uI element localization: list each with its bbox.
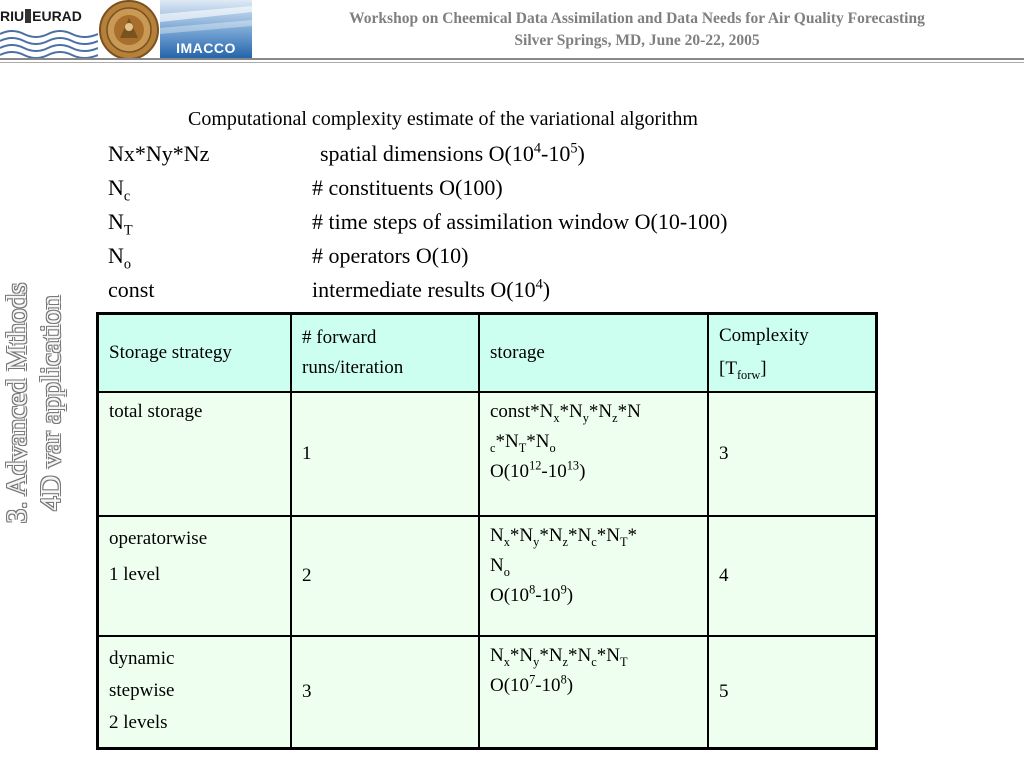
- header-divider: [0, 58, 1024, 60]
- table-cell-storage: $const*N_x*N_y*N_z*N$ $_c*N_T*N_o$ $O(10^{12}-10^{13})$: [480, 393, 707, 515]
- parameter-symbol: const: [108, 277, 155, 302]
- parameter-row: [108, 274, 888, 308]
- table-header-storage-strategy: Storage strategy: [99, 315, 290, 391]
- table-cell-runs: 3: [292, 637, 478, 747]
- imacco-logo: [160, 0, 252, 60]
- table-header-storage: storage: [480, 315, 707, 391]
- table-cell-strategy: total storage: [99, 393, 290, 515]
- workshop-title: [252, 8, 1022, 52]
- table-cell-complexity: 5: [709, 637, 875, 747]
- table-cell-storage: $N_x*N_y*N_z*N_c*N_T$ $O(10^7-10^8)$: [480, 637, 707, 747]
- riu-eurad-logo-text: RIU EURAD: [0, 8, 82, 24]
- parameter-list: [108, 138, 888, 308]
- workshop-title-line1: Workshop on Cheemical Data Assimilation and Data Needs for Air Quality Forecasting: [349, 10, 925, 27]
- parameter-row: [108, 240, 888, 274]
- slide-subtitle: Computational complexity estimate of the variational algorithm: [188, 108, 698, 130]
- parameter-description: # constituents O(100): [312, 175, 503, 200]
- imacco-logo-text: IMACCO: [176, 40, 236, 56]
- university-seal-icon: [98, 0, 160, 60]
- table-cell-runs: 1: [292, 393, 478, 515]
- parameter-symbol: Nx*Ny*Nz: [108, 141, 210, 166]
- parameter-symbol: $N_o$: [108, 243, 132, 273]
- workshop-title-line2: Silver Springs, MD, June 20-22, 2005: [514, 32, 760, 49]
- table-cell-storage: $N_x*N_y*N_z*N_c*N_T*$ $N_o$ $O(10^8-10^9)$: [480, 517, 707, 635]
- section-label-line1: 3. Advanced Mthods: [1, 282, 33, 524]
- section-side-label: [0, 250, 72, 556]
- table-cell-strategy: dynamic stepwise 2 levels: [99, 637, 290, 747]
- table-header-forward-runs: # forward runs/iteration: [292, 315, 478, 391]
- slide-header: [0, 0, 1024, 62]
- table-header-complexity: Complexity $[T_{forw}]$: [709, 315, 875, 391]
- parameter-row: [108, 172, 888, 206]
- parameter-description: # operators O(10): [312, 243, 469, 268]
- riu-eurad-logo: [0, 2, 98, 58]
- table-cell-runs: 2: [292, 517, 478, 635]
- header-divider-thin: [0, 62, 1024, 63]
- waves-icon: [0, 28, 98, 58]
- parameter-row: [108, 206, 888, 240]
- parameter-description: spatial dimensions $O(10^4-10^5)$: [320, 140, 585, 166]
- section-label-line2: 4D var application: [35, 295, 67, 511]
- parameter-symbol: $N_T$: [108, 209, 133, 239]
- parameter-row: [108, 138, 888, 172]
- table-cell-complexity: 3: [709, 393, 875, 515]
- table-cell-complexity: 4: [709, 517, 875, 635]
- storage-strategy-table: [96, 312, 878, 750]
- parameter-symbol: $N_c$: [108, 175, 131, 205]
- parameter-description: # time steps of assimilation window O(10-100): [312, 209, 728, 234]
- table-cell-strategy: operatorwise 1 level: [99, 517, 290, 635]
- parameter-description: intermediate results $O(10^4)$: [312, 276, 551, 302]
